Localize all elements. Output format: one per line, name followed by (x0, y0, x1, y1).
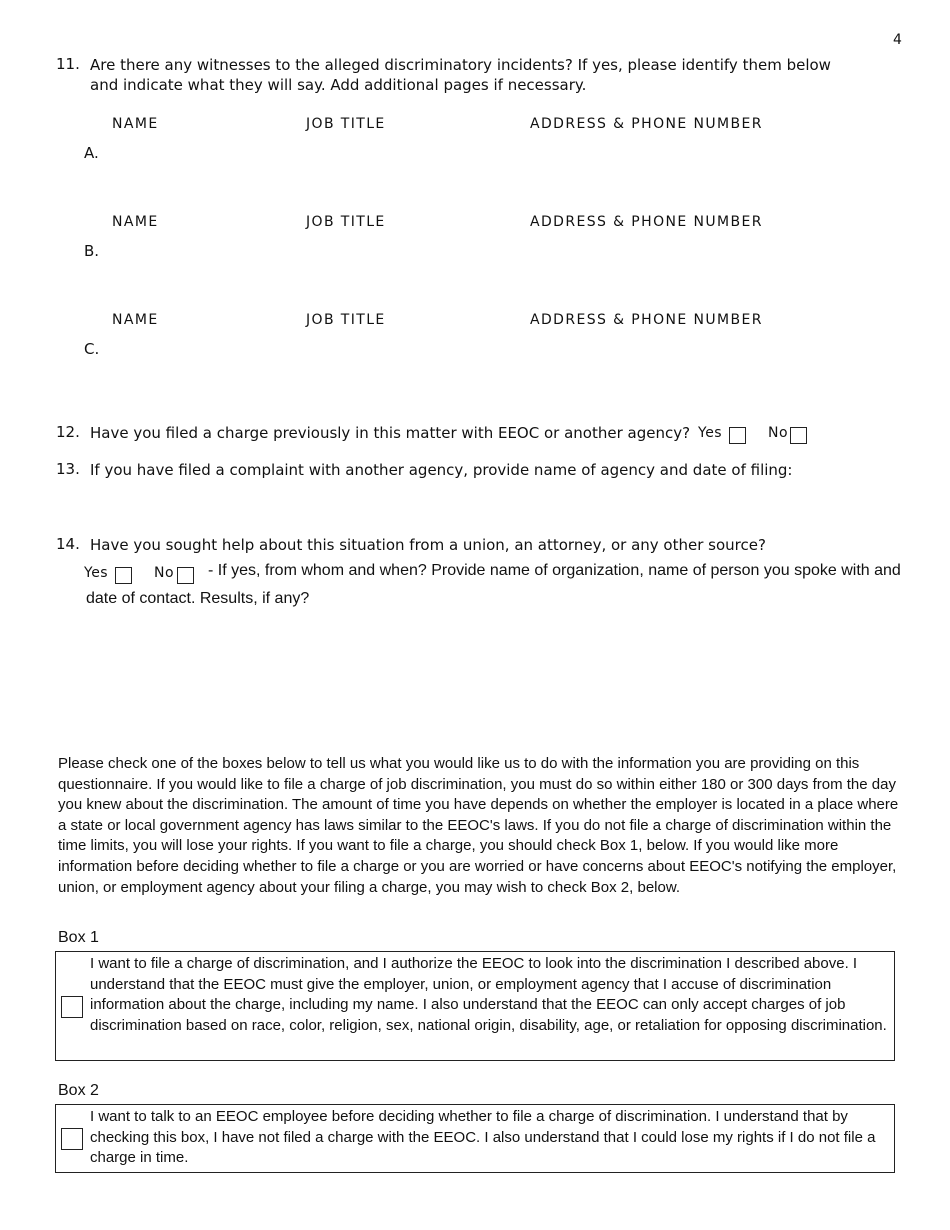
column-header-address: ADDRESS & PHONE NUMBER (530, 116, 763, 132)
question-13 (56, 460, 876, 484)
column-header-job-title: JOB TITLE (306, 214, 386, 230)
question-number: 12. (56, 423, 80, 441)
column-header-name: NAME (112, 214, 159, 230)
followup-text-line-2: date of contact. Results, if any? (86, 590, 310, 607)
page-number: 4 (893, 32, 902, 48)
no-label: No (154, 565, 175, 581)
column-header-job-title: JOB TITLE (306, 312, 386, 328)
box-2-frame (55, 1104, 895, 1173)
question-text: If you have filed a complaint with another agency, provide name of agency and date of filing: (90, 461, 793, 479)
no-checkbox[interactable] (790, 427, 807, 444)
question-text: Have you filed a charge previously in this matter with EEOC or another agency? (90, 424, 691, 442)
column-header-address: ADDRESS & PHONE NUMBER (530, 312, 763, 328)
box-2-checkbox[interactable] (61, 1128, 83, 1150)
witness-row-label-b: B. (84, 242, 100, 260)
column-header-job-title: JOB TITLE (306, 116, 386, 132)
question-number: 11. (56, 55, 80, 73)
box-1-label: Box 1 (58, 929, 99, 946)
question-12 (56, 423, 876, 447)
question-text: Are there any witnesses to the alleged discriminatory incidents? If yes, please identify them below and indicate what they will say. Add additional pages if necessary. (90, 56, 831, 94)
box-1-frame (55, 951, 895, 1061)
question-number: 13. (56, 460, 80, 478)
box-2-text: I want to talk to an EEOC employee before deciding whether to file a charge of discrimination. I understand that by checking this box, I have not filed a charge with the EEOC. I also understand that I could lose my rights if I do not file a charge in time. (90, 1108, 876, 1167)
box-2-label: Box 2 (58, 1082, 99, 1099)
yes-label: Yes (84, 565, 109, 581)
box-1-text: I want to file a charge of discrimination, and I authorize the EEOC to look into the discrimination I described above. I understand that the EEOC must give the employer, union, or employment agency that I accuse of discrimination information about the charge, including my name. I also understand that the EEOC can only accept charges of job discrimination based on race, color, religion, sex, national origin, disability, age, or retaliation for opposing discrimination. (90, 955, 887, 1034)
yes-label: Yes (698, 425, 723, 441)
question-14 (56, 535, 906, 615)
yes-checkbox[interactable] (115, 567, 132, 584)
yes-checkbox[interactable] (729, 427, 746, 444)
followup-text-line-1: - If yes, from whom and when? Provide name of organization, name of person you spoke with and (208, 562, 901, 579)
no-label: No (768, 425, 789, 441)
box-1-checkbox[interactable] (61, 996, 83, 1018)
witness-row-label-c: C. (84, 340, 100, 358)
column-header-address: ADDRESS & PHONE NUMBER (530, 214, 763, 230)
question-number: 14. (56, 535, 80, 553)
witness-row-label-a: A. (84, 144, 99, 162)
instructions-paragraph: Please check one of the boxes below to tell us what you would like us to do with the information you are providing on this questionnaire. If you would like to file a charge of job discrimination, you must do so within either 180 or 300 days from the day you knew about the discrimination. The amount of time you have depends on whether the employer is located in a place where a state or local government agency has laws similar to the EEOC's laws. If you do not file a charge of discrimination within the time limits, you will lose your rights. If you want to file a charge, you should check Box 1, below. If you would like more information before deciding whether to file a charge or you are worried or have concerns about EEOC's notifying the employer, union, or employment agency about your filing a charge, you may wish to check Box 2, below. (58, 755, 899, 896)
column-header-name: NAME (112, 116, 159, 132)
question-text: Have you sought help about this situation from a union, an attorney, or any other source? (90, 536, 766, 554)
no-checkbox[interactable] (177, 567, 194, 584)
column-header-name: NAME (112, 312, 159, 328)
